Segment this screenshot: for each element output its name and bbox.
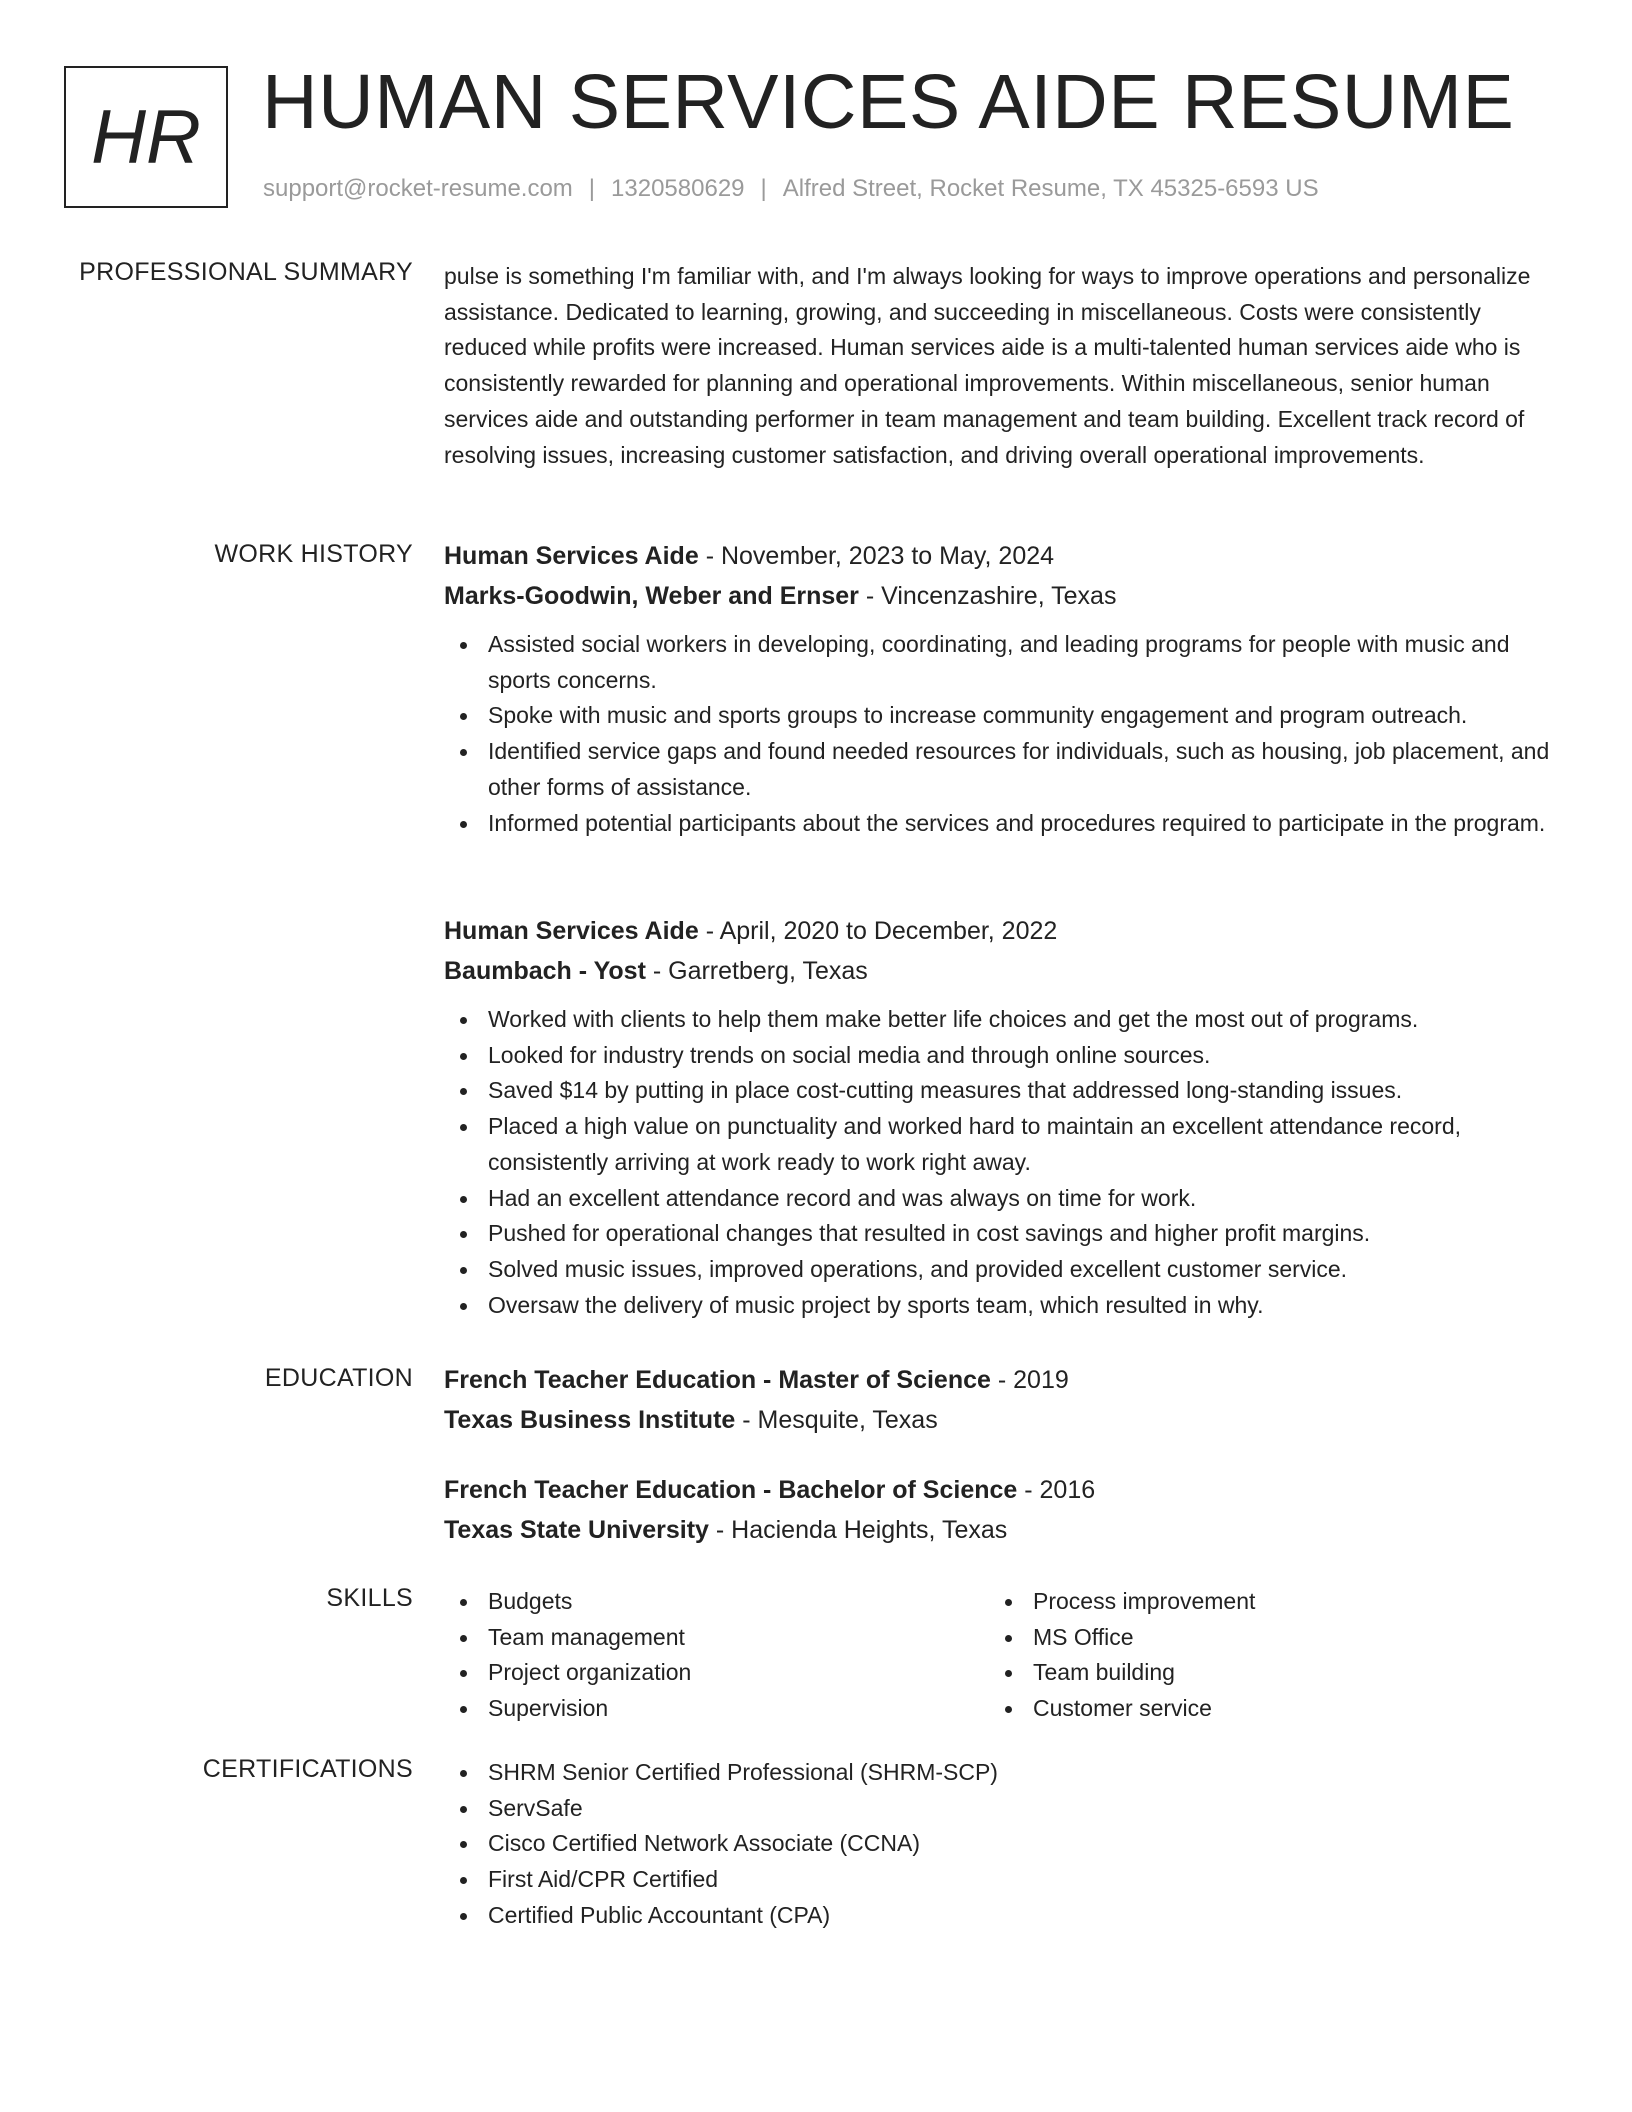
contact-separator: |	[760, 175, 767, 202]
list-item: Oversaw the delivery of music project by sports team, which resulted in why.	[444, 1288, 1554, 1324]
section-label: EDUCATION	[264, 1364, 413, 1392]
list-item: Project organization	[444, 1655, 944, 1691]
degree-year: - 2019	[990, 1366, 1069, 1394]
job-title-line	[444, 911, 1554, 951]
job-company-line	[444, 951, 1554, 991]
list-item: Cisco Certified Network Associate (CCNA)	[444, 1826, 1554, 1862]
contact-email: support@rocket-resume.com	[263, 175, 573, 202]
list-item: Looked for industry trends on social media and through online sources.	[444, 1038, 1554, 1074]
job-location: - Garretberg, Texas	[645, 957, 868, 985]
job-bullets	[444, 627, 1554, 841]
summary-text: pulse is something I'm familiar with, and I'm always looking for ways to improve operations and personalize assistance. Dedicated to learning, growing, and succeeding in miscellaneous. Costs were consistently reduced while profits were increased. Human services aide is a multi-talented human services aide who is consistently rewarded for planning and operational improvements. Within miscellaneous, senior human services aide and outstanding performer in team management and team building. Excellent track record of resolving issues, increasing customer satisfaction, and driving overall operational improvements.	[444, 263, 1531, 468]
certifications-list	[444, 1755, 1554, 1934]
job-entry	[444, 911, 1554, 1323]
list-item: First Aid/CPR Certified	[444, 1862, 1554, 1898]
degree: French Teacher Education - Bachelor of Science	[444, 1476, 1018, 1504]
job-entry	[444, 536, 1554, 841]
job-company-line	[444, 576, 1554, 616]
degree-year: - 2016	[1017, 1476, 1096, 1504]
degree-line	[444, 1470, 1095, 1510]
list-item: Team management	[444, 1620, 944, 1656]
list-item: Spoke with music and sports groups to increase community engagement and program outreach.	[444, 698, 1554, 734]
monogram-logo: HR	[64, 66, 228, 208]
list-item: Team building	[989, 1655, 1489, 1691]
job-company: Baumbach - Yost	[444, 957, 646, 985]
job-dates: - November, 2023 to May, 2024	[698, 542, 1055, 570]
list-item: SHRM Senior Certified Professional (SHRM-SCP)	[444, 1755, 1554, 1791]
list-item: Pushed for operational changes that resulted in cost savings and higher profit margins.	[444, 1216, 1554, 1252]
list-item: Had an excellent attendance record and was always on time for work.	[444, 1181, 1554, 1217]
education-entry	[444, 1360, 1554, 1440]
section-label: PROFESSIONAL SUMMARY	[79, 258, 413, 286]
school-line	[444, 1400, 1554, 1440]
job-title: Human Services Aide	[444, 917, 699, 945]
list-item: ServSafe	[444, 1791, 1554, 1827]
section-label: WORK HISTORY	[214, 540, 413, 568]
list-item: Process improvement	[989, 1584, 1489, 1620]
school: Texas State University	[444, 1516, 709, 1544]
section-label: SKILLS	[326, 1584, 413, 1612]
skills-list-left	[444, 1584, 944, 1727]
section-label: CERTIFICATIONS	[202, 1755, 413, 1783]
degree: French Teacher Education - Master of Science	[444, 1366, 991, 1394]
job-bullets	[444, 1002, 1554, 1323]
list-item: Identified service gaps and found needed resources for individuals, such as housing, job placement, and other forms of assistance.	[444, 734, 1554, 805]
list-item: Worked with clients to help them make better life choices and get the most out of programs.	[444, 1002, 1554, 1038]
list-item: Assisted social workers in developing, coordinating, and leading programs for people with music and sports concerns.	[444, 627, 1554, 698]
school-location: - Mesquite, Texas	[735, 1406, 938, 1434]
list-item: Placed a high value on punctuality and worked hard to maintain an excellent attendance record, consistently arriving at work ready to work right away.	[444, 1109, 1554, 1180]
contact-address: Alfred Street, Rocket Resume, TX 45325-6593 US	[782, 175, 1319, 202]
education-entry	[444, 1470, 1095, 1550]
list-item: MS Office	[989, 1620, 1489, 1656]
list-item: Informed potential participants about the services and procedures required to participate in the program.	[444, 806, 1554, 842]
contact-separator: |	[588, 175, 596, 202]
job-location: - Vincenzashire, Texas	[858, 582, 1117, 610]
list-item: Certified Public Accountant (CPA)	[444, 1898, 1554, 1934]
list-item: Saved $14 by putting in place cost-cutting measures that addressed long-standing issues.	[444, 1073, 1554, 1109]
school: Texas Business Institute	[444, 1406, 736, 1434]
contact-line	[263, 175, 1319, 203]
list-item: Solved music issues, improved operations, and provided excellent customer service.	[444, 1252, 1554, 1288]
contact-phone: 1320580629	[611, 175, 745, 202]
job-dates: - April, 2020 to December, 2022	[698, 917, 1058, 945]
job-company: Marks-Goodwin, Weber and Ernser	[444, 582, 859, 610]
list-item: Supervision	[444, 1691, 944, 1727]
list-item: Budgets	[444, 1584, 944, 1620]
job-title-line	[444, 536, 1554, 576]
list-item: Customer service	[989, 1691, 1489, 1727]
resume-title: HUMAN SERVICES AIDE RESUME	[262, 59, 1515, 145]
school-line	[444, 1510, 1095, 1550]
resume-header	[64, 59, 1564, 212]
skills-list-right	[989, 1584, 1489, 1727]
job-title: Human Services Aide	[444, 542, 699, 570]
degree-line	[444, 1360, 1554, 1400]
school-location: - Hacienda Heights, Texas	[708, 1516, 1008, 1544]
